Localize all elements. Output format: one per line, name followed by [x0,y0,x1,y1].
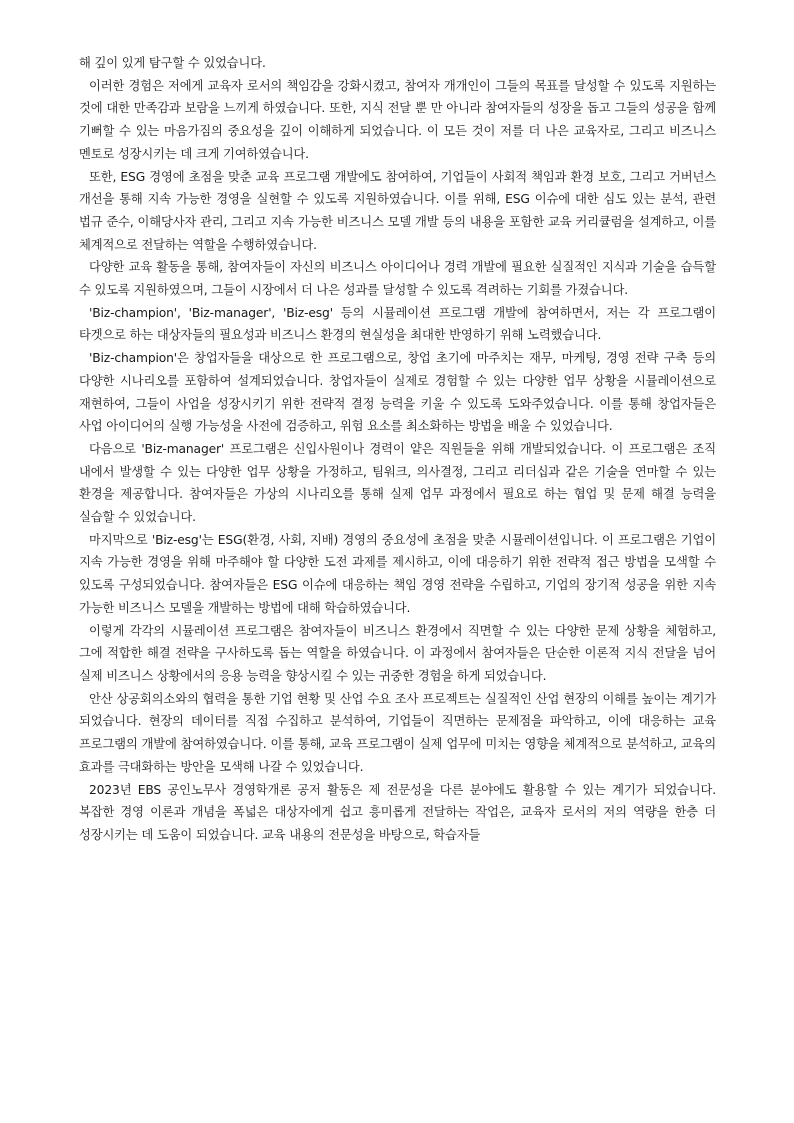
paragraph-educator-experience: 이러한 경험은 저에게 교육자 로서의 책임감을 강화시켰고, 참여자 개개인이 그들의 목표를 달성할 수 있도록 지원하는 것에 대한 만족감과 보람을 느끼게 하였습니다. 또한, 지식 전달 뿐 만 아니라 참여자들의 성장을 돕고 그들의 성공을 함께 기뻐할 수 있는 마음가짐의 중요성을 깊이 이해하게 되었습니다. 이 모든 것이 저를 더 나은 교육자로, 그리고 비즈니스 멘토로 성장시키는 데 크게 기여하였습니다. [79,78,716,161]
document-page [79,52,716,847]
paragraph-continuation: 해 깊이 있게 탐구할 수 있었습니다. [79,56,266,70]
paragraph-simulation-summary: 이렇게 각각의 시뮬레이션 프로그램은 참여자들이 비즈니스 환경에서 직면할 수 있는 다양한 문제 상황을 체험하고, 그에 적합한 해결 전략을 구사하도록 돕는 역할을 하였습니다. 이 과정에서 참여자들은 단순한 이론적 지식 전달을 넘어 실제 비즈니스 상황에서의 응용 능력을 향상시킬 수 있는 귀중한 경험을 하게 되었습니다. [79,623,716,683]
paragraph-biz-champion: 'Biz-champion'은 창업자들을 대상으로 한 프로그램으로, 창업 초기에 마주치는 재무, 마케팅, 경영 전략 구축 등의 다양한 시나리오를 포함하여 설계되었습니다. 창업자들이 실제로 경험할 수 있는 다양한 업무 상황을 시뮬레이션으로 재현하여, 그들이 사업을 성장시키기 위한 전략적 결정 능력을 키울 수 있도록 도와주었습니다. 이를 통해 창업자들은 사업 아이디어의 실행 가능성을 사전에 검증하고, 위험 요소를 최소화하는 방법을 배울 수 있었습니다. [79,351,716,434]
paragraph-education-activities: 다양한 교육 활동을 통해, 참여자들이 자신의 비즈니스 아이디어나 경력 개발에 필요한 실질적인 지식과 기술을 습득할 수 있도록 지원하였으며, 그들이 시장에서 더 나은 성과를 달성할 수 있도록 격려하는 기회를 가졌습니다. [79,260,716,298]
paragraph-ebs-coauthor: 2023년 EBS 공인노무사 경영학개론 공저 활동은 제 전문성을 다른 분야에도 활용할 수 있는 계기가 되었습니다. 복잡한 경영 이론과 개념을 폭넓은 대상자에게 쉽고 흥미롭게 전달하는 작업은, 교육자 로서의 저의 역량을 한층 더 성장시키는 데 도움이 되었습니다. 교육 내용의 전문성을 바탕으로, 학습자들 [79,782,716,842]
paragraph-biz-esg: 마지막으로 'Biz-esg'는 ESG(환경, 사회, 지배) 경영의 중요성에 초점을 맞춘 시뮬레이션입니다. 이 프로그램은 기업이 지속 가능한 경영을 위해 마주해야 할 다양한 도전 과제를 제시하고, 이에 대응하기 위한 전략적 접근 방법을 모색할 수 있도록 구성되었습니다. 참여자들은 ESG 이슈에 대응하는 책임 경영 전략을 수립하고, 기업의 장기적 성공을 위한 지속 가능한 비즈니스 모델을 개발하는 방법에 대해 학습하였습니다. [79,532,716,615]
paragraph-ansan-project: 안산 상공회의소와의 협력을 통한 기업 현황 및 산업 수요 조사 프로젝트는 실질적인 산업 현장의 이해를 높이는 계기가 되었습니다. 현장의 데이터를 직접 수집하고 분석하여, 기업들이 직면하는 문제점을 파악하고, 이에 대응하는 교육 프로그램의 개발에 참여하였습니다. 이를 통해, 교육 프로그램이 실제 업무에 미치는 영향을 체계적으로 분석하고, 교육의 효과를 극대화하는 방안을 모색해 나갈 수 있었습니다. [79,691,716,774]
paragraph-biz-manager: 다음으로 'Biz-manager' 프로그램은 신입사원이나 경력이 얕은 직원들을 위해 개발되었습니다. 이 프로그램은 조직 내에서 발생할 수 있는 다양한 업무 상황을 가정하고, 팀워크, 의사결정, 그리고 리더십과 같은 기술을 연마할 수 있는 환경을 제공합니다. 참여자들은 가상의 시나리오를 통해 실제 업무 과정에서 필요로 하는 협업 및 문제 해결 능력을 실습할 수 있었습니다. [79,441,716,525]
paragraph-simulation-overview: 'Biz-champion', 'Biz-manager', 'Biz-esg' 등의 시뮬레이션 프로그램 개발에 참여하면서, 저는 각 프로그램이 타겟으로 하는 대상자들의 필요성과 비즈니스 환경의 현실성을 최대한 반영하기 위해 노력했습니다. [79,305,716,343]
paragraph-esg-program: 또한, ESG 경영에 초점을 맞춘 교육 프로그램 개발에도 참여하여, 기업들이 사회적 책임과 환경 보호, 그리고 거버넌스 개선을 통해 지속 가능한 경영을 실현할 수 있도록 지원하였습니다. 이를 위해, ESG 이슈에 대한 심도 있는 분석, 관련 법규 준수, 이해당사자 관리, 그리고 지속 가능한 비즈니스 모델 개발 등의 내용을 포함한 교육 커리큘럼을 설계하고, 이를 체계적으로 전달하는 역할을 수행하였습니다. [79,169,716,252]
